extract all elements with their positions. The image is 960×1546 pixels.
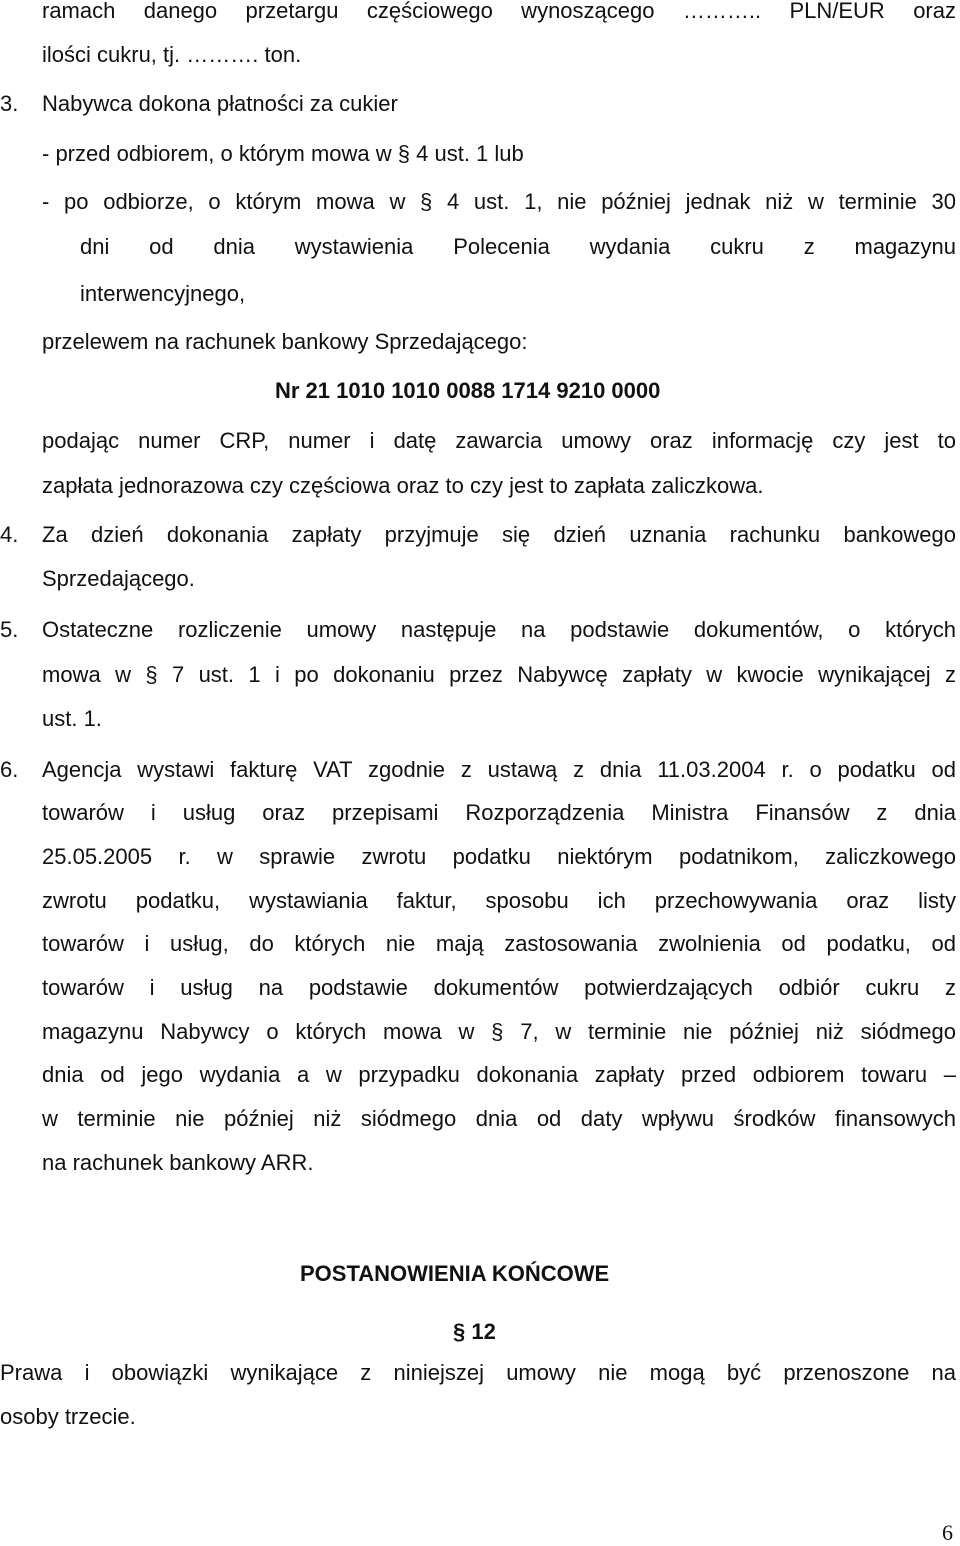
text-line: podając numer CRP, numer i datę zawarcia umowy oraz informację czy jest to	[42, 428, 956, 453]
text-line: w terminie nie później niż siódmego dnia od daty wpływu środków finansowych	[42, 1106, 956, 1131]
text-line: Za dzień dokonania zapłaty przyjmuje się dzień uznania rachunku bankowego	[42, 522, 956, 547]
text-line: towarów i usług oraz przepisami Rozporządzenia Ministra Finansów z dnia	[42, 800, 956, 825]
text-line: zapłata jednorazowa czy częściowa oraz to czy jest to zapłata zaliczkowa.	[42, 473, 764, 498]
list-number: 3.	[0, 91, 19, 116]
text-line: magazynu Nabywcy o których mowa w § 7, w terminie nie później niż siódmego	[42, 1019, 956, 1044]
list-number: 6.	[0, 757, 19, 782]
paragraph-mark: § 12	[453, 1319, 496, 1344]
text-line: Sprzedającego.	[42, 566, 195, 591]
text-line: 25.05.2005 r. w sprawie zwrotu podatku niektórym podatnikom, zaliczkowego	[42, 844, 956, 869]
text-line: Ostateczne rozliczenie umowy następuje na podstawie dokumentów, o których	[42, 617, 956, 642]
text-line: mowa w § 7 ust. 1 i po dokonaniu przez Nabywcę zapłaty w kwocie wynikającej z	[42, 662, 956, 687]
text-line: na rachunek bankowy ARR.	[42, 1150, 314, 1175]
text-line: przelewem na rachunek bankowy Sprzedającego:	[42, 329, 528, 354]
text-line: Nabywca dokona płatności za cukier	[42, 91, 398, 116]
text-line: - przed odbiorem, o którym mowa w § 4 ust. 1 lub	[42, 141, 524, 166]
text-line: ramach danego przetargu częściowego wynoszącego ……….. PLN/EUR oraz	[42, 0, 956, 23]
text-line: towarów i usług na podstawie dokumentów potwierdzających odbiór cukru z	[42, 975, 956, 1000]
text-line: osoby trzecie.	[0, 1404, 136, 1429]
text-line: Agencja wystawi fakturę VAT zgodnie z ustawą z dnia 11.03.2004 r. o podatku od	[42, 757, 956, 782]
text-line: ust. 1.	[42, 706, 102, 731]
text-line: towarów i usług, do których nie mają zastosowania zwolnienia od podatku, od	[42, 931, 956, 956]
text-line: Prawa i obowiązki wynikające z niniejszej umowy nie mogą być przenoszone na	[0, 1360, 956, 1385]
text-line: dnia od jego wydania a w przypadku dokonania zapłaty przed odbiorem towaru –	[42, 1062, 956, 1087]
page-number: 6	[942, 1520, 953, 1545]
text-line: interwencyjnego,	[80, 281, 246, 306]
list-number: 5.	[0, 617, 19, 642]
account-number: Nr 21 1010 1010 0088 1714 9210 0000	[275, 378, 661, 403]
text-line: zwrotu podatku, wystawiania faktur, sposobu ich przechowywania oraz listy	[42, 888, 956, 913]
text-line: - po odbiorze, o którym mowa w § 4 ust. 1, nie później jednak niż w terminie 30	[42, 189, 956, 214]
text-line: ilości cukru, tj. ………. ton.	[42, 42, 302, 67]
text-line: dni od dnia wystawienia Polecenia wydania cukru z magazynu	[80, 234, 956, 259]
list-number: 4.	[0, 522, 19, 547]
section-heading: POSTANOWIENIA KOŃCOWE	[300, 1261, 610, 1286]
